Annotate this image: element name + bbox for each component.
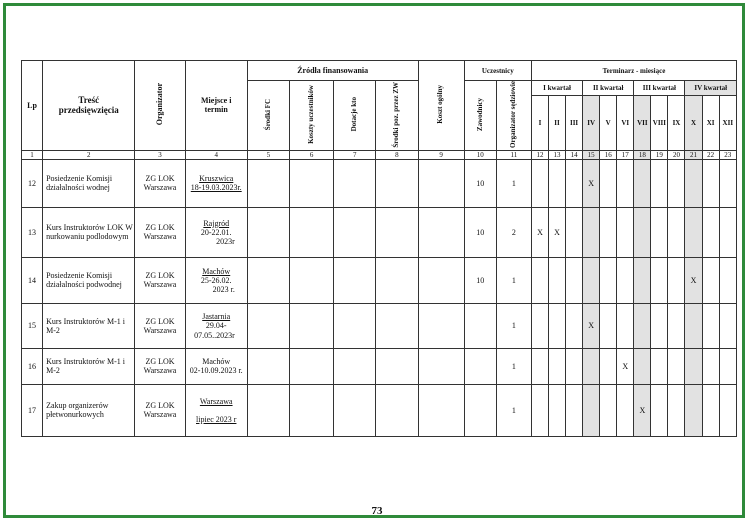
month-cell: X <box>583 159 600 207</box>
row-organizer: ZG LOK Warszawa <box>135 384 185 436</box>
month-cell <box>617 159 634 207</box>
header-terminarz: Terminarz - miesiące <box>531 61 736 81</box>
column-number: 14 <box>566 150 583 159</box>
empty-cell <box>418 384 464 436</box>
month-cell <box>668 303 685 348</box>
month-cell <box>702 159 719 207</box>
row-place: Rajgród <box>203 218 230 228</box>
row-sedziowie: 1 <box>496 348 531 384</box>
row-date: lipiec 2023 r <box>196 415 237 425</box>
row-sedziowie: 1 <box>496 159 531 207</box>
month-cell <box>719 384 736 436</box>
month-cell <box>651 257 668 303</box>
month-cell <box>617 384 634 436</box>
column-number: 4 <box>185 150 247 159</box>
month-cell <box>531 257 548 303</box>
month-cell <box>651 207 668 257</box>
empty-cell <box>418 303 464 348</box>
column-number: 19 <box>651 150 668 159</box>
column-number: 6 <box>290 150 334 159</box>
header-zawodnicy: Zawodnicy <box>464 81 496 151</box>
row-sedziowie: 1 <box>496 384 531 436</box>
empty-cell <box>376 207 418 257</box>
header-month: VII <box>634 96 651 151</box>
page-number: 73 <box>371 505 383 517</box>
month-cell <box>583 348 600 384</box>
month-cell <box>651 384 668 436</box>
empty-cell <box>418 257 464 303</box>
row-date: 18-19.03.2023r. <box>190 183 242 193</box>
table-row <box>22 303 737 348</box>
month-cell <box>685 159 702 207</box>
empty-cell <box>247 207 289 257</box>
month-cell <box>583 384 600 436</box>
empty-cell <box>290 159 334 207</box>
month-cell <box>719 303 736 348</box>
empty-cell <box>418 348 464 384</box>
month-cell <box>617 257 634 303</box>
header-month: V <box>600 96 617 151</box>
column-number: 11 <box>496 150 531 159</box>
row-lp: 14 <box>22 257 43 303</box>
month-cell <box>583 257 600 303</box>
month-cell <box>685 207 702 257</box>
column-number: 10 <box>464 150 496 159</box>
month-cell <box>651 348 668 384</box>
column-number: 3 <box>135 150 185 159</box>
table-row <box>22 257 737 303</box>
empty-cell <box>290 348 334 384</box>
column-number: 13 <box>548 150 565 159</box>
empty-cell <box>247 303 289 348</box>
empty-cell <box>376 159 418 207</box>
table-row <box>22 384 737 436</box>
header-month: VI <box>617 96 634 151</box>
month-cell <box>685 384 702 436</box>
header-month: III <box>566 96 583 151</box>
month-cell <box>600 159 617 207</box>
header-koszt-ogolny: Koszt ogólny <box>418 61 464 151</box>
header-uczestnicy: Uczestnicy <box>464 61 531 81</box>
row-zawodnicy: 10 <box>464 207 496 257</box>
header-quarter-2: II kwartał <box>583 81 634 96</box>
header-miejsce: Miejsce i termin <box>185 61 247 151</box>
row-place: Machów <box>202 266 231 276</box>
empty-cell <box>334 207 376 257</box>
table-row <box>22 207 737 257</box>
row-date-end: 07.05..2023r <box>194 330 235 340</box>
month-cell: X <box>617 348 634 384</box>
row-lp: 13 <box>22 207 43 257</box>
header-tresc: Treść przedsięwzięcia <box>43 61 135 151</box>
column-number: 15 <box>583 150 600 159</box>
empty-cell <box>376 348 418 384</box>
empty-cell <box>334 257 376 303</box>
row-date: 02-10.09.2023 r. <box>189 366 243 376</box>
header-srodki-fc: Środki FC <box>247 81 289 151</box>
month-cell <box>566 159 583 207</box>
column-number: 7 <box>334 150 376 159</box>
column-number: 12 <box>531 150 548 159</box>
month-cell <box>685 348 702 384</box>
month-cell <box>634 257 651 303</box>
row-lp: 15 <box>22 303 43 348</box>
empty-cell <box>247 384 289 436</box>
column-number: 22 <box>702 150 719 159</box>
month-cell: X <box>634 384 651 436</box>
column-number: 8 <box>376 150 418 159</box>
header-zrodla: Źródła finansowania <box>247 61 418 81</box>
row-sedziowie: 1 <box>496 303 531 348</box>
month-cell <box>600 384 617 436</box>
month-cell <box>719 257 736 303</box>
month-cell: X <box>583 303 600 348</box>
row-organizer: ZG LOK Warszawa <box>135 348 185 384</box>
column-number: 9 <box>418 150 464 159</box>
row-place-date <box>185 257 247 303</box>
header-quarter-4: IV kwartał <box>685 81 737 96</box>
month-cell <box>634 348 651 384</box>
month-cell <box>548 348 565 384</box>
month-cell <box>702 348 719 384</box>
row-sedziowie: 2 <box>496 207 531 257</box>
empty-cell <box>247 348 289 384</box>
row-lp: 16 <box>22 348 43 384</box>
month-cell <box>668 207 685 257</box>
month-cell: X <box>531 207 548 257</box>
empty-cell <box>334 159 376 207</box>
header-koszty-uczestnikow: Koszty uczestników <box>290 81 334 151</box>
header-month: XII <box>719 96 736 151</box>
empty-cell <box>418 159 464 207</box>
month-cell <box>702 384 719 436</box>
row-zawodnicy <box>464 384 496 436</box>
row-topic: Posiedzenie Komisji działalności podwodnej <box>43 257 135 303</box>
empty-cell <box>334 303 376 348</box>
column-number: 2 <box>43 150 135 159</box>
row-topic: Zakup organizerów płetwonurkowych <box>43 384 135 436</box>
row-sedziowie: 1 <box>496 257 531 303</box>
month-cell <box>668 348 685 384</box>
row-place: Jastarnia <box>202 312 231 322</box>
header-month: VIII <box>651 96 668 151</box>
column-number: 1 <box>22 150 43 159</box>
empty-cell <box>418 207 464 257</box>
header-month: X <box>685 96 702 151</box>
header-srodki-zw: Środki poz. przez ZW <box>376 81 418 151</box>
header-month: IV <box>583 96 600 151</box>
schedule-table <box>21 60 737 437</box>
empty-cell <box>247 257 289 303</box>
month-cell <box>668 257 685 303</box>
empty-cell <box>334 348 376 384</box>
empty-cell <box>290 257 334 303</box>
month-cell <box>617 207 634 257</box>
month-cell <box>531 159 548 207</box>
month-cell <box>702 303 719 348</box>
empty-cell <box>376 384 418 436</box>
row-place: Machów <box>202 357 231 367</box>
header-organizator: Organizator <box>135 61 185 151</box>
month-cell <box>685 303 702 348</box>
row-zawodnicy: 10 <box>464 257 496 303</box>
month-cell <box>634 207 651 257</box>
row-zawodnicy <box>464 348 496 384</box>
row-topic: Posiedzenie Komisji działalności wodnej <box>43 159 135 207</box>
month-cell: X <box>548 207 565 257</box>
month-cell <box>651 303 668 348</box>
month-cell <box>600 257 617 303</box>
month-cell <box>719 348 736 384</box>
month-cell <box>719 207 736 257</box>
month-cell <box>566 257 583 303</box>
month-cell <box>600 207 617 257</box>
month-cell <box>617 303 634 348</box>
row-place: Warszawa <box>199 396 233 406</box>
row-place: Kruszwica <box>199 174 234 184</box>
empty-cell <box>290 207 334 257</box>
month-cell <box>531 348 548 384</box>
column-number-row <box>22 150 737 159</box>
month-cell <box>548 159 565 207</box>
month-cell <box>566 348 583 384</box>
row-place-date <box>185 348 247 384</box>
month-cell <box>702 207 719 257</box>
header-month: IX <box>668 96 685 151</box>
month-cell <box>634 159 651 207</box>
column-number: 17 <box>617 150 634 159</box>
row-topic: Kurs Instruktorów M-1 i M-2 <box>43 348 135 384</box>
month-cell <box>531 303 548 348</box>
month-cell <box>634 303 651 348</box>
table-row <box>22 348 737 384</box>
header-month: I <box>531 96 548 151</box>
header-sedziowie: Organizator sędziowie <box>496 81 531 151</box>
empty-cell <box>376 303 418 348</box>
header-quarter-3: III kwartał <box>634 81 685 96</box>
month-cell <box>531 384 548 436</box>
column-number: 5 <box>247 150 289 159</box>
column-number: 23 <box>719 150 736 159</box>
empty-cell <box>290 303 334 348</box>
row-topic: Kurs Instruktorów M-1 i M-2 <box>43 303 135 348</box>
row-zawodnicy <box>464 303 496 348</box>
month-cell <box>566 303 583 348</box>
header-month: II <box>548 96 565 151</box>
month-cell <box>566 207 583 257</box>
row-place-date <box>185 303 247 348</box>
month-cell <box>600 348 617 384</box>
empty-cell <box>247 159 289 207</box>
row-place-date <box>185 207 247 257</box>
column-number: 21 <box>685 150 702 159</box>
month-cell <box>566 384 583 436</box>
month-cell <box>702 257 719 303</box>
row-organizer: ZG LOK Warszawa <box>135 257 185 303</box>
month-cell <box>583 207 600 257</box>
month-cell <box>548 384 565 436</box>
empty-cell <box>376 257 418 303</box>
row-topic: Kurs Instruktorów LOK W nurkowaniu podlodowym <box>43 207 135 257</box>
row-organizer: ZG LOK Warszawa <box>135 159 185 207</box>
column-number: 20 <box>668 150 685 159</box>
row-date-end: 2023 r. <box>212 285 235 295</box>
row-lp: 17 <box>22 384 43 436</box>
header-month: XI <box>702 96 719 151</box>
empty-cell <box>334 384 376 436</box>
row-place-date <box>185 159 247 207</box>
row-zawodnicy: 10 <box>464 159 496 207</box>
column-number: 18 <box>634 150 651 159</box>
row-place-date <box>185 384 247 436</box>
month-cell: X <box>685 257 702 303</box>
row-organizer: ZG LOK Warszawa <box>135 207 185 257</box>
table-row <box>22 159 737 207</box>
column-number: 16 <box>600 150 617 159</box>
row-date: 29.04- <box>205 321 227 331</box>
month-cell <box>600 303 617 348</box>
month-cell <box>719 159 736 207</box>
month-cell <box>651 159 668 207</box>
header-lp: Lp <box>22 61 43 151</box>
empty-cell <box>290 384 334 436</box>
row-date: 25-26.02. <box>200 275 232 285</box>
month-cell <box>668 384 685 436</box>
schedule-body <box>22 159 737 436</box>
row-organizer: ZG LOK Warszawa <box>135 303 185 348</box>
row-date-end: 2023r <box>216 237 235 247</box>
month-cell <box>548 303 565 348</box>
row-date: 20-22.01. <box>200 227 232 237</box>
row-lp: 12 <box>22 159 43 207</box>
header-dotacje: Dotacje kto <box>334 81 376 151</box>
month-cell <box>548 257 565 303</box>
header-quarter-1: I kwartał <box>531 81 582 96</box>
month-cell <box>668 159 685 207</box>
